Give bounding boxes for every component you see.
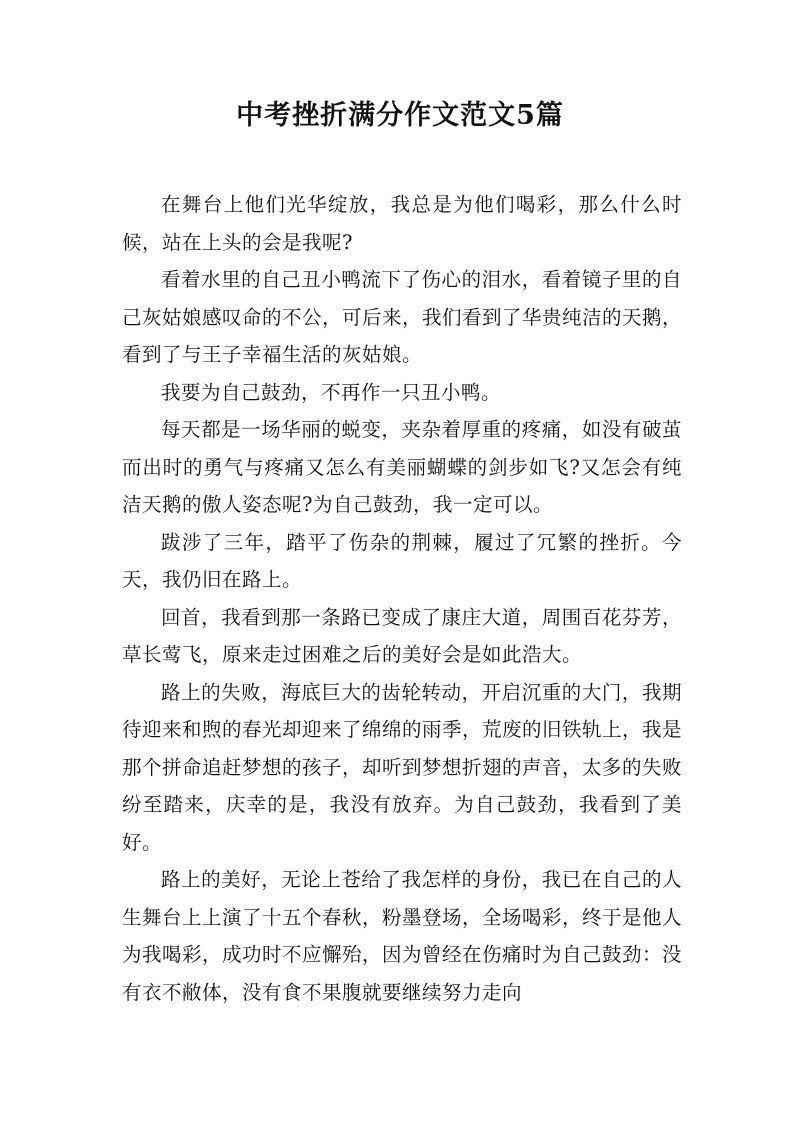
- paragraph-1: 在舞台上他们光华绽放，我总是为他们喝彩，那么什么时候，站在上头的会是我呢?: [122, 193, 682, 254]
- document-title: 中考挫折满分作文范文5篇: [236, 100, 564, 131]
- paragraph-7: 路上的失败，海底巨大的齿轮转动，开启沉重的大门，我期待迎来和煦的春光却迎来了绵绵的雨季，荒废的旧铁轨上，我是那个拼命追赶梦想的孩子，却听到梦想折翅的声音，太多的失败纷至踏来，庆幸的是，我没有放弃。为自己鼓劲，我看到了美好。: [122, 680, 683, 854]
- paragraph-3: 我要为自己鼓劲，不再作一只丑小鸭。: [161, 380, 502, 404]
- paragraph-4: 每天都是一场华丽的蜕变，夹杂着厚重的疼痛，如没有破茧而出时的勇气与疼痛又怎么有美丽蝴蝶的剑步如飞?又怎会有纯洁天鹅的傲人姿态呢?为自己鼓劲，我一定可以。: [122, 418, 682, 516]
- paragraph-5: 跋涉了三年，踏平了伤杂的荆棘，履过了冗繁的挫折。今天，我仍旧在路上。: [122, 530, 682, 591]
- paragraph-2: 看着水里的自己丑小鸭流下了伤心的泪水，看着镜子里的自己灰姑娘感叹命的不公，可后来，我们看到了华贵纯洁的天鹅，看到了与王子幸福生活的灰姑娘。: [122, 268, 683, 366]
- document-body: [122, 186, 682, 1011]
- paragraph-8: 路上的美好，无论上苍给了我怎样的身份，我已在自己的人生舞台上上演了十五个春秋，粉墨登场，全场喝彩，终于是他人为我喝彩，成功时不应懈殆，因为曾经在伤痛时为自己鼓劲：没有衣不敝体，没有食不果腹就要继续努力走向: [122, 868, 683, 1004]
- paragraph-6: 回首，我看到那一条路已变成了康庄大道，周围百花芬芳，草长莺飞，原来走过困难之后的美好会是如此浩大。: [122, 605, 682, 666]
